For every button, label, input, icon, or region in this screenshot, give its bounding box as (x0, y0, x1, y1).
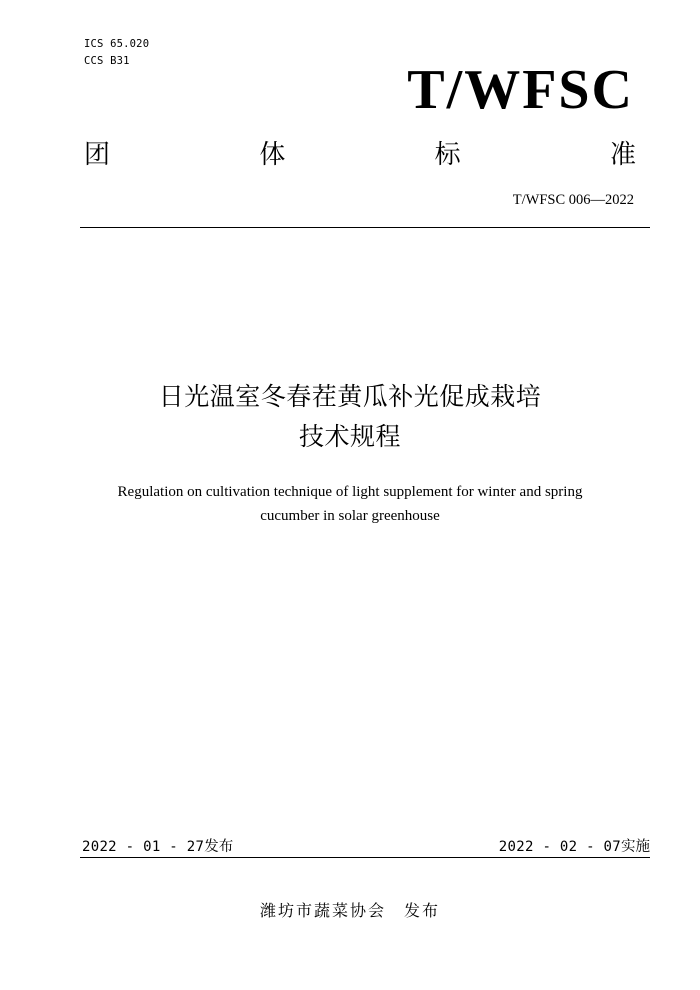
standard-type-heading (84, 137, 636, 173)
ccs-code: CCS B31 (84, 55, 130, 67)
publisher-row (170, 899, 530, 923)
standard-type-char-4: 准 (609, 140, 636, 170)
date-row (82, 836, 650, 858)
bottom-divider (80, 857, 650, 858)
effective-date-block (499, 836, 650, 858)
issue-date: 2022 - 01 - 27 (82, 839, 205, 855)
effective-date: 2022 - 02 - 07 (498, 839, 621, 855)
title-zh-line-1: 日光温室冬春茬黄瓜补光促成栽培 (158, 382, 542, 411)
title-zh-line-2: 技术规程 (298, 422, 401, 451)
publisher-action: 发布 (404, 901, 441, 920)
standard-type-char-2: 体 (259, 140, 286, 170)
title-en-line-2: cucumber in solar greenhouse (260, 508, 440, 524)
publisher-name: 潍坊市蔬菜协会 (259, 901, 386, 920)
ics-code: ICS 65.020 (84, 38, 150, 50)
effective-label: 实施 (621, 839, 650, 855)
standard-type-char-1: 团 (84, 140, 111, 170)
issue-date-block (82, 836, 233, 858)
standard-logo: T/WFSC (407, 59, 634, 121)
top-divider (80, 227, 650, 228)
standard-number: T/WFSC 006—2022 (512, 192, 634, 208)
issue-label: 发布 (204, 839, 234, 855)
standard-type-char-3: 标 (434, 140, 461, 170)
title-en-line-1: Regulation on cultivation technique of light supplement for winter and spring (117, 484, 583, 500)
